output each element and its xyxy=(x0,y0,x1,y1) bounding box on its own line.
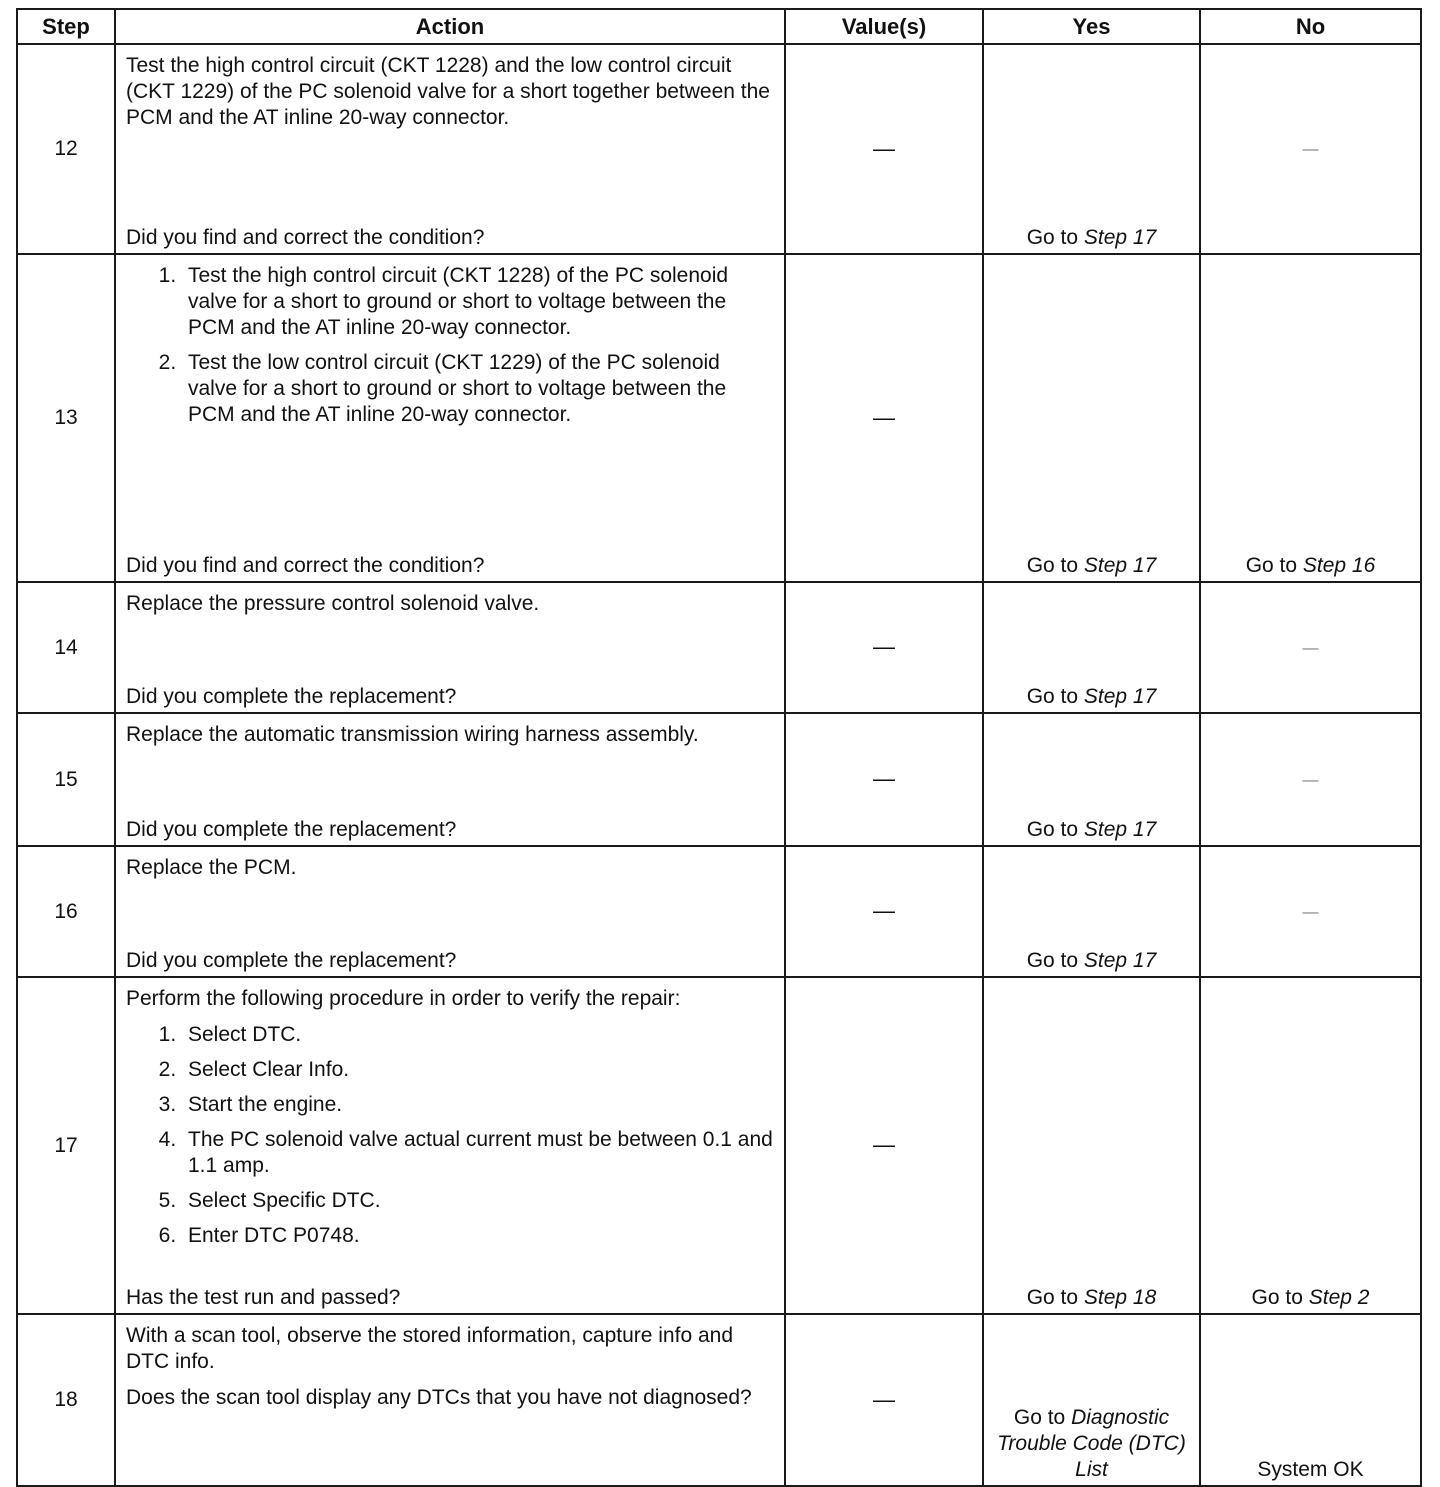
header-yes: Yes xyxy=(983,9,1200,44)
action-question: Did you find and correct the condition? xyxy=(126,554,485,577)
result-text xyxy=(984,225,1199,253)
result-text xyxy=(984,684,1199,712)
result-text xyxy=(1201,1285,1420,1313)
result-prefix: Go to xyxy=(1026,226,1084,249)
action-body xyxy=(126,855,774,891)
value-dash: — xyxy=(873,404,895,430)
value-cell xyxy=(785,582,983,713)
action-content xyxy=(116,583,784,712)
value-cell xyxy=(785,846,983,977)
action-content xyxy=(116,714,784,845)
action-cell xyxy=(115,44,785,254)
value-cell xyxy=(785,977,983,1314)
action-text: Perform the following procedure in order to verify the repair: xyxy=(126,987,681,1010)
step-number: 15 xyxy=(17,713,115,846)
result-prefix: Go to xyxy=(1026,1286,1084,1309)
action-cell xyxy=(115,713,785,846)
action-body xyxy=(126,53,774,141)
yes-cell xyxy=(983,254,1200,582)
no-cell xyxy=(1200,977,1421,1314)
action-question: Did you find and correct the condition? xyxy=(126,226,485,249)
table-row xyxy=(17,846,1421,977)
no-cell xyxy=(1200,713,1421,846)
table-row xyxy=(17,44,1421,254)
action-step: 5. Select Specific DTC. xyxy=(182,1188,774,1214)
value-cell xyxy=(785,44,983,254)
result-link[interactable]: Diagnostic Trouble Code (DTC) List xyxy=(997,1406,1186,1481)
no-cell xyxy=(1200,582,1421,713)
result-link[interactable]: Step 17 xyxy=(1083,226,1157,249)
action-text: With a scan tool, observe the stored information, capture info and DTC info. xyxy=(126,1324,734,1373)
step-number: 17 xyxy=(17,977,115,1314)
empty-dash: — xyxy=(1302,771,1319,789)
step-number: 14 xyxy=(17,582,115,713)
action-steps xyxy=(126,1022,774,1249)
result-prefix: System OK xyxy=(1257,1458,1364,1481)
header-step: Step xyxy=(17,9,115,44)
result-prefix: Go to xyxy=(1026,949,1084,972)
header-no: No xyxy=(1200,9,1421,44)
header-values: Value(s) xyxy=(785,9,983,44)
action-cell xyxy=(115,254,785,582)
result-link[interactable]: Step 17 xyxy=(1083,685,1157,708)
diagnostic-table xyxy=(16,8,1422,1487)
header-action: Action xyxy=(115,9,785,44)
result-text xyxy=(984,553,1199,581)
yes-cell xyxy=(983,977,1200,1314)
result-text xyxy=(984,817,1199,845)
result-text xyxy=(984,948,1199,976)
action-question: Did you complete the replacement? xyxy=(126,818,457,841)
step-number: 18 xyxy=(17,1314,115,1486)
yes-cell xyxy=(983,582,1200,713)
value-dash: — xyxy=(873,766,895,791)
action-content xyxy=(116,45,784,253)
action-question: Did you complete the replacement? xyxy=(126,685,457,708)
action-step: 3. Start the engine. xyxy=(182,1092,774,1118)
value-cell xyxy=(785,254,983,582)
no-cell xyxy=(1200,846,1421,977)
result-link[interactable]: Step 2 xyxy=(1308,1286,1370,1309)
step-number: 16 xyxy=(17,846,115,977)
value-dash: — xyxy=(873,1386,895,1412)
action-cell xyxy=(115,1314,785,1486)
action-body xyxy=(126,722,774,758)
result-text xyxy=(984,1285,1199,1313)
value-dash: — xyxy=(873,898,895,923)
empty-dash: — xyxy=(1302,903,1319,921)
action-text: Does the scan tool display any DTCs that you have not diagnosed? xyxy=(126,1386,752,1409)
value-cell xyxy=(785,1314,983,1486)
result-prefix: Go to xyxy=(1013,1406,1072,1429)
result-link[interactable]: Step 16 xyxy=(1302,554,1376,577)
result-link[interactable]: Step 18 xyxy=(1083,1286,1157,1309)
action-content xyxy=(116,847,784,976)
yes-cell xyxy=(983,1314,1200,1486)
action-text: Replace the pressure control solenoid valve. xyxy=(126,592,540,615)
step-number: 12 xyxy=(17,44,115,254)
action-body xyxy=(126,263,774,437)
action-text: Test the high control circuit (CKT 1228) and the low control circuit (CKT 1229) of the PC solenoid valve for a short together between the PCM and the AT inline 20-way connector. xyxy=(126,54,770,129)
table-row xyxy=(17,977,1421,1314)
table-row xyxy=(17,713,1421,846)
action-question: Has the test run and passed? xyxy=(126,1286,401,1309)
table-body xyxy=(17,44,1421,1486)
result-prefix: Go to xyxy=(1026,685,1084,708)
action-steps xyxy=(126,263,774,428)
yes-cell xyxy=(983,713,1200,846)
table-row xyxy=(17,1314,1421,1486)
result-prefix: Go to xyxy=(1251,1286,1309,1309)
result-text xyxy=(984,1405,1199,1485)
value-dash: — xyxy=(873,1132,895,1157)
header-row xyxy=(17,9,1421,44)
empty-dash: — xyxy=(1302,141,1319,158)
result-text xyxy=(1201,553,1420,581)
table-row xyxy=(17,254,1421,582)
value-dash: — xyxy=(873,135,895,161)
action-step: 2. Select Clear Info. xyxy=(182,1057,774,1083)
action-step: 2. Test the low control circuit (CKT 1229) of the PC solenoid valve for a short to ground or short to voltage between the PCM and the AT inline 20-way connector. xyxy=(182,350,774,428)
action-body xyxy=(126,986,774,1258)
step-number: 13 xyxy=(17,254,115,582)
action-cell xyxy=(115,977,785,1314)
result-text xyxy=(1201,1457,1420,1485)
no-cell xyxy=(1200,1314,1421,1486)
result-prefix: Go to xyxy=(1026,554,1084,577)
action-content xyxy=(116,978,784,1313)
value-cell xyxy=(785,713,983,846)
action-step: 1. Select DTC. xyxy=(182,1022,774,1048)
action-body xyxy=(126,1323,774,1421)
yes-cell xyxy=(983,846,1200,977)
action-text: Replace the automatic transmission wiring harness assembly. xyxy=(126,723,699,746)
result-link[interactable]: Step 17 xyxy=(1083,554,1157,577)
result-link[interactable]: Step 17 xyxy=(1083,949,1157,972)
value-dash: — xyxy=(873,634,895,659)
result-prefix: Go to xyxy=(1026,818,1084,841)
action-cell xyxy=(115,582,785,713)
action-step: 1. Test the high control circuit (CKT 1228) of the PC solenoid valve for a short to ground or short to voltage between the PCM and the AT inline 20-way connector. xyxy=(182,263,774,341)
no-cell xyxy=(1200,254,1421,582)
no-cell xyxy=(1200,44,1421,254)
action-step: 6. Enter DTC P0748. xyxy=(182,1223,774,1249)
empty-dash: — xyxy=(1302,639,1319,657)
action-text: Replace the PCM. xyxy=(126,856,297,879)
result-prefix: Go to xyxy=(1245,554,1303,577)
action-content xyxy=(116,255,784,581)
result-link[interactable]: Step 17 xyxy=(1083,818,1157,841)
yes-cell xyxy=(983,44,1200,254)
action-cell xyxy=(115,846,785,977)
action-content xyxy=(116,1315,784,1485)
table-row xyxy=(17,582,1421,713)
action-question: Did you complete the replacement? xyxy=(126,949,457,972)
action-body xyxy=(126,591,774,627)
action-step: 4. The PC solenoid valve actual current must be between 0.1 and 1.1 amp. xyxy=(182,1127,774,1179)
